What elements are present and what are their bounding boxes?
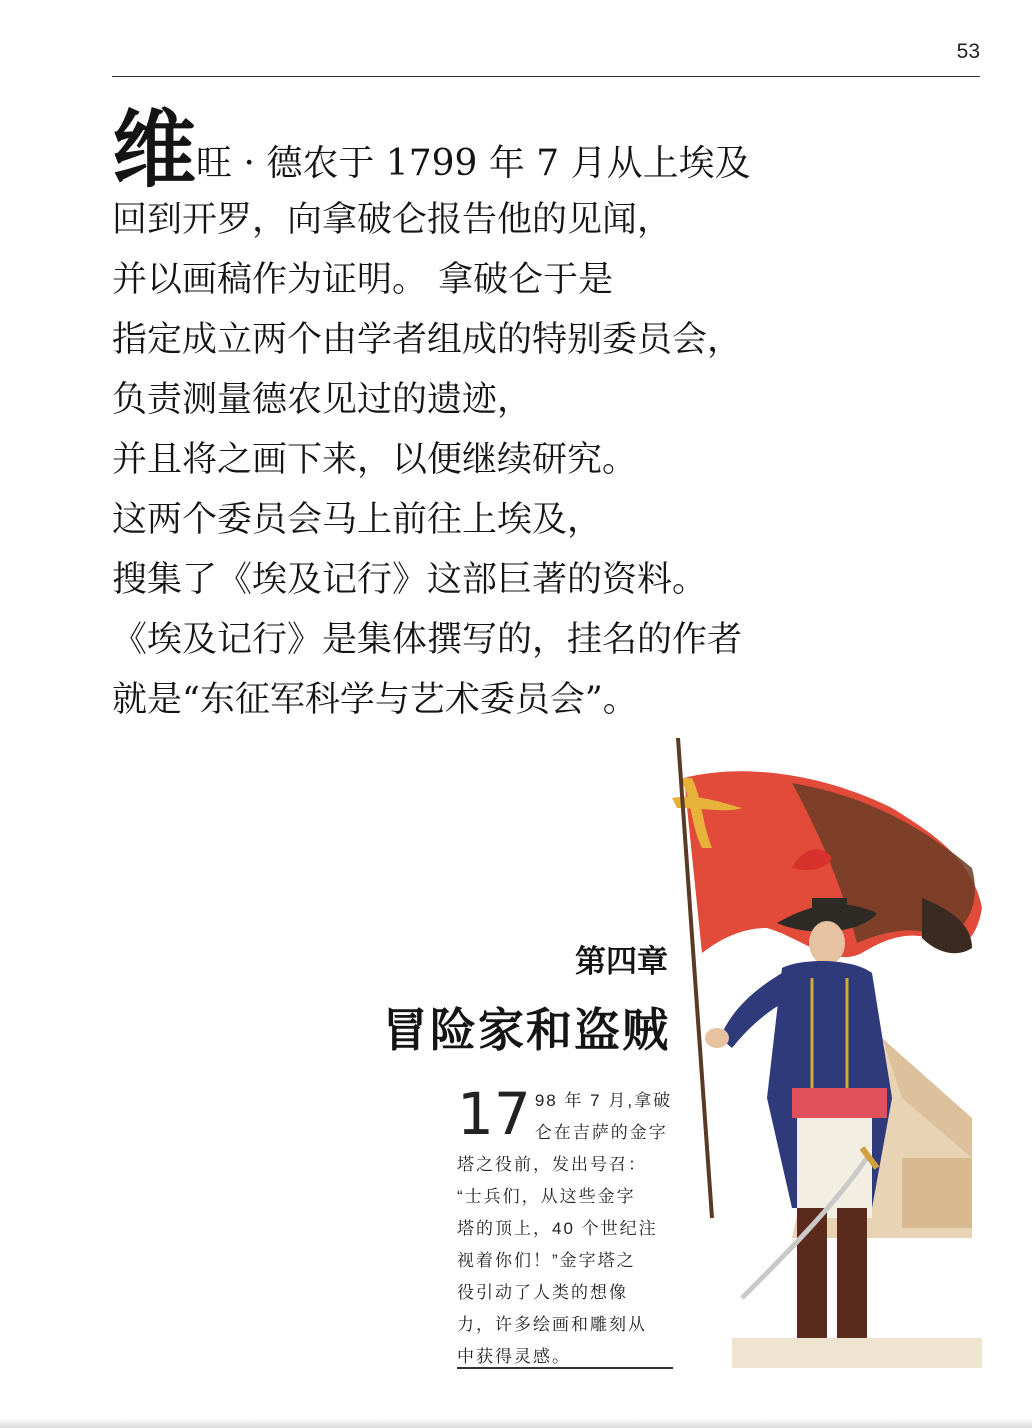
chapter-label: 第四章 [575,944,668,980]
page-number: 53 [956,40,980,63]
sidebar-line: 塔之役前，发出号召： [457,1155,647,1174]
sidebar-line: 塔的顶上，40 个世纪注 [457,1219,658,1238]
header-rule [112,76,980,77]
body-line: 并且将之画下来，以便继续研究。 [112,440,638,480]
first-line-text: 旺 · 德农于 1799 年 7 月从上埃及 [196,143,751,184]
body-line: 回到开罗，向拿破仑报告他的见闻， [112,200,673,240]
sidebar-line: 仑在吉萨的金字 [534,1123,668,1142]
sidebar-line: 役引动了人类的想像 [457,1283,628,1302]
body-line: 《埃及记行》是集体撰写的，挂名的作者 [112,620,743,660]
sidebar-big-number: 17 [457,1080,531,1148]
first-line [112,100,872,199]
chapter-title: 冒险家和盗贼 [382,1003,670,1057]
drop-cap: 维 [112,100,195,199]
body-line: 指定成立两个由学者组成的特别委员会， [112,320,743,360]
sidebar-line: 视着你们！”金字塔之 [457,1251,636,1270]
soldier-with-flag-illustration [672,738,982,1368]
scan-edge [0,1418,1032,1428]
body-line: 就是“东征军科学与艺术委员会”。 [112,680,638,720]
sidebar-line: 力，许多绘画和雕刻从 [457,1315,647,1334]
sidebar-line: 中获得灵感。 [457,1347,571,1366]
sidebar-caption [457,1080,673,1373]
body-line: 这两个委员会马上前往上埃及， [112,500,603,540]
body-line: 并以画稿作为证明。 拿破仑于是 [112,260,614,300]
sidebar-line: 98 年 7 月,拿破 [534,1091,673,1110]
sidebar-line: “士兵们，从这些金字 [457,1187,636,1206]
body-text [112,100,872,730]
body-line: 搜集了《埃及记行》这部巨著的资料。 [112,560,708,600]
body-line: 负责测量德农见过的遗迹， [112,380,533,420]
sidebar-rule [457,1367,673,1369]
